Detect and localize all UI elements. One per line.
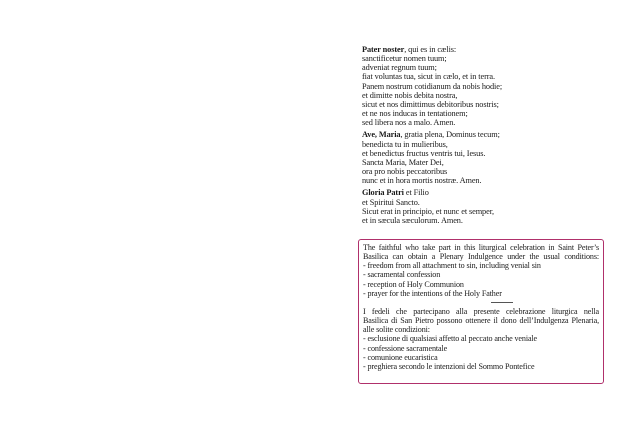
prayer-first-line — [362, 188, 612, 197]
prayer-line: fiat voluntas tua, sicut in cælo, et in terra. — [362, 72, 495, 82]
notice-italian-intro: I fedeli che partecipano alla presente celebrazione liturgica nella — [363, 306, 599, 316]
prayer-first-line — [362, 45, 612, 54]
prayer-line: sed libera nos a malo. Amen. — [362, 118, 456, 128]
prayer-line: Sicut erat in principio, et nunc et semper, — [362, 206, 494, 216]
notice-condition-item: - reception of Holy Communion — [363, 279, 464, 289]
prayer-line: et benedictus fructus ventris tui, Iesus. — [362, 148, 486, 158]
prayer-first-rest: et Filio — [403, 188, 429, 198]
prayer-line: benedicta tu in mulieribus, — [362, 139, 448, 149]
prayer-line: Sancta Maria, Mater Dei, — [362, 157, 444, 167]
notice-condition-item: - sacramental confession — [363, 270, 441, 280]
notice-english-intro: Basilica can obtain a Plenary Indulgence under the usual conditions: — [363, 252, 599, 262]
language-divider — [491, 302, 513, 303]
notice-english-intro: The faithful who take part in this liturgical celebration in Saint Peter’s — [363, 243, 599, 252]
prayer-line: sicut et nos dimittimus debitoribus nostris; — [362, 99, 499, 109]
notice-italian-intro: alle solite condizioni: — [363, 325, 430, 335]
indulgence-notice-box — [358, 239, 604, 384]
notice-condition-item: - prayer for the intentions of the Holy Father — [363, 288, 502, 298]
prayer-column — [362, 45, 612, 228]
notice-condition-item: - comunione eucaristica — [363, 352, 438, 362]
prayer-title: Gloria Patri — [362, 188, 404, 198]
prayer-first-rest: , gratia plena, Dominus tecum; — [400, 130, 500, 140]
prayer-first-line — [362, 130, 612, 139]
prayer-line: et Spiritui Sancto. — [362, 197, 420, 207]
prayer-line: et ne nos inducas in tentationem; — [362, 109, 468, 119]
prayer-line: adveniat regnum tuum; — [362, 63, 437, 73]
prayer-pater-noster — [362, 45, 612, 127]
prayer-line: Panem nostrum cotidianum da nobis hodie; — [362, 81, 503, 91]
prayer-gloria-patri — [362, 188, 612, 225]
notice-condition-item: - confessione sacramentale — [363, 343, 448, 353]
prayer-first-rest: , qui es in cælis: — [404, 45, 457, 54]
prayer-line: ora pro nobis peccatoribus — [362, 167, 448, 177]
notice-italian-intro: Basilica di San Pietro possono ottenere il dono dell’Indulgenza Plenaria, — [363, 316, 599, 326]
prayer-line: et dimitte nobis debita nostra, — [362, 90, 458, 100]
notice-condition-item: - esclusione di qualsiasi affetto al peccato anche veniale — [363, 334, 538, 344]
prayer-title: Ave, Maria — [362, 130, 401, 140]
prayer-title: Pater noster — [362, 45, 405, 54]
prayer-line: et in sæcula sæculorum. Amen. — [362, 215, 463, 225]
notice-condition-item: - freedom from all attachment to sin, including venial sin — [363, 261, 541, 271]
prayer-ave-maria — [362, 130, 612, 185]
notice-condition-item: - preghiera secondo le intenzioni del Sommo Pontefice — [363, 361, 535, 371]
prayer-line: sanctificetur nomen tuum; — [362, 54, 447, 64]
prayer-line: nunc et in hora mortis nostræ. Amen. — [362, 176, 482, 186]
